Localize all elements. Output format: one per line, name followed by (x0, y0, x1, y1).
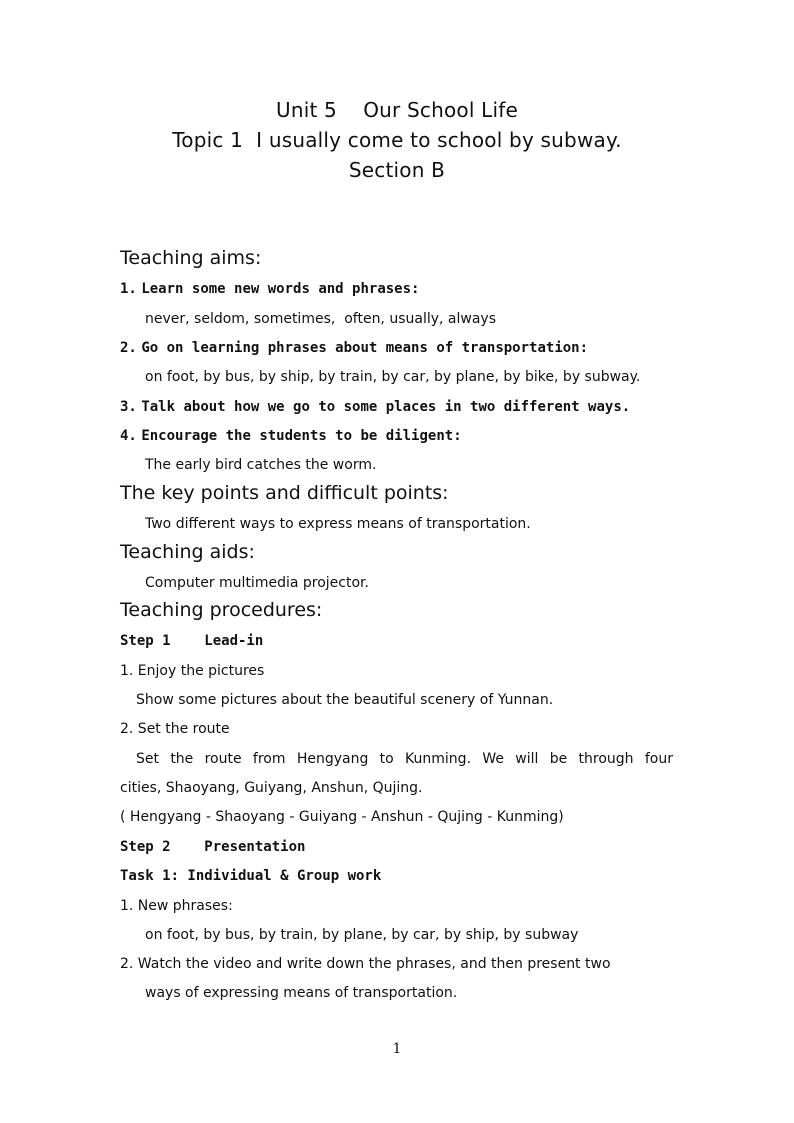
aim-item-2 (120, 340, 588, 356)
teaching-aids-text: Computer multimedia projector. (145, 575, 369, 591)
aim-title: Talk about how we go to some places in two different ways (141, 399, 622, 415)
unit-title: Unit 5 Our School Life (275, 98, 519, 122)
aim-number: 2. (120, 340, 137, 356)
aim-title: Go on learning phrases about means of transportation (141, 340, 580, 356)
teaching-aims-heading: Teaching aims: (120, 247, 262, 269)
task-1-item-2-line-1: 2. Watch the video and write down the phrases, and then present two (120, 956, 611, 972)
word: route (204, 751, 242, 767)
task-1-item-1-detail: on foot, by bus, by train, by plane, by car, by ship, by subway (145, 927, 579, 943)
word: Set (136, 751, 159, 767)
step-1-item-1-detail: Show some pictures about the beautiful scenery of Yunnan. (136, 692, 554, 708)
aim-punct: : (579, 340, 589, 356)
step-1-item-2: 2. Set the route (120, 721, 230, 737)
aim-detail-2: on foot, by bus, by ship, by train, by car, by plane, by bike, by subway. (145, 369, 641, 385)
step-1-item-2-detail-line-1 (136, 751, 673, 767)
word: through (578, 751, 634, 767)
topic-title: Topic 1 I usually come to school by subway. (172, 128, 622, 152)
word: four (644, 751, 673, 767)
section-title: Section B (348, 158, 446, 182)
task-1-heading: Task 1: Individual & Group work (120, 868, 382, 884)
aim-item-4 (120, 428, 462, 444)
aim-number: 4. (120, 428, 137, 444)
word: to (379, 751, 394, 767)
step-1-item-2-detail-line-2: cities, Shaoyang, Guiyang, Anshun, Qujing. (120, 780, 423, 796)
word: will (515, 751, 539, 767)
word: Kunming. (405, 751, 472, 767)
word: the (170, 751, 194, 767)
route-line: ( Hengyang - Shaoyang - Guiyang - Anshun - Qujing - Kunming) (120, 809, 564, 825)
aim-title: Encourage the students to be diligent (141, 428, 454, 444)
aim-number: 3. (120, 399, 137, 415)
teaching-aids-heading: Teaching aids: (120, 541, 255, 563)
word: be (549, 751, 568, 767)
aim-number: 1. (120, 281, 137, 297)
word: We (482, 751, 504, 767)
word: from (252, 751, 286, 767)
aim-item-3 (120, 399, 630, 415)
aim-punct: : (453, 428, 462, 444)
task-1-item-1: 1. New phrases: (120, 898, 233, 914)
aim-title: Learn some new words and phrases (141, 281, 412, 297)
aim-punct: : (411, 281, 420, 297)
key-points-heading: The key points and difficult points: (120, 482, 449, 504)
aim-detail-4: The early bird catches the worm. (145, 457, 377, 473)
teaching-procedures-heading: Teaching procedures: (120, 599, 323, 621)
step-1-item-1: 1. Enjoy the pictures (120, 663, 265, 679)
key-points-text: Two different ways to express means of transportation. (145, 516, 531, 532)
task-1-item-2-line-2: ways of expressing means of transportation. (145, 985, 458, 1001)
word: Hengyang (296, 751, 369, 767)
aim-item-1 (120, 281, 419, 297)
step-1-heading: Step 1 Lead-in (120, 633, 264, 649)
step-2-heading: Step 2 Presentation (120, 839, 306, 855)
aim-detail-1: never, seldom, sometimes, often, usually, always (145, 311, 496, 327)
page-number: 1 (392, 1041, 402, 1057)
aim-punct: . (621, 399, 631, 415)
